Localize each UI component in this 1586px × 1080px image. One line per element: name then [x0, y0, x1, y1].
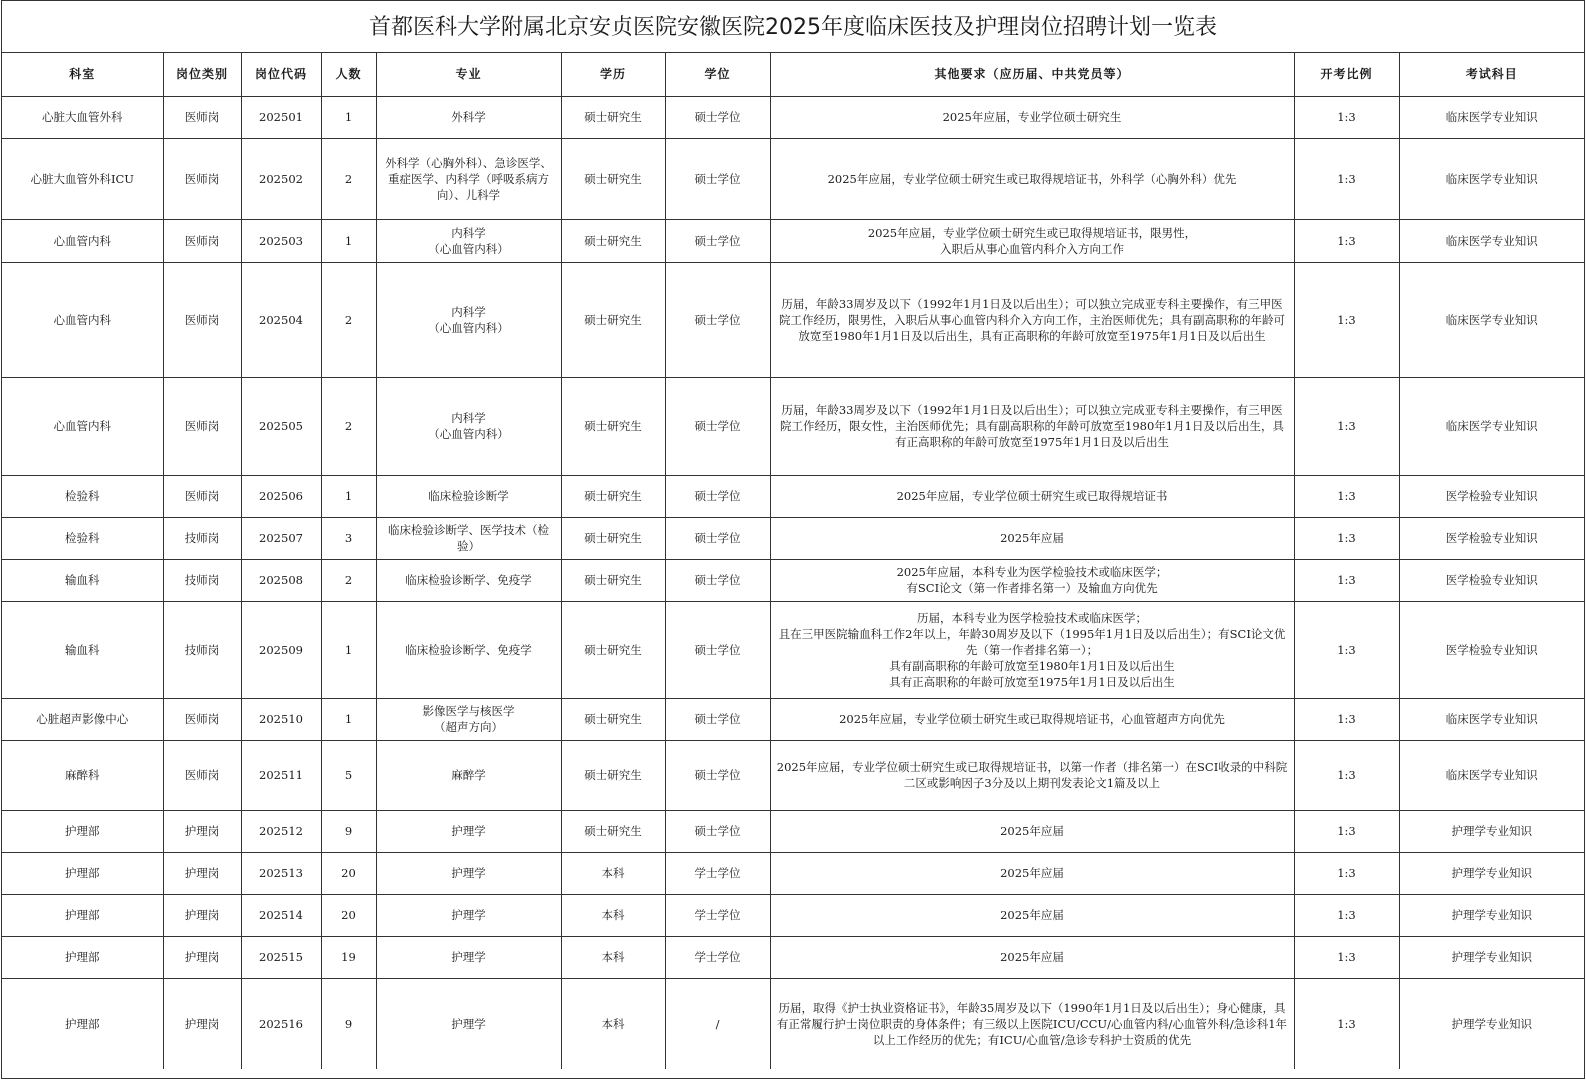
cell-requirements: 2025年应届: [770, 936, 1294, 978]
cell-requirements: 历届，本科专业为医学检验技术或临床医学； 且在三甲医院输血科工作2年以上，年龄30周岁及以下（1995年1月1日及以后出生）；有SCI论文优先（第一作者排名第一）； 具有副高职称的年龄可放宽至1980年1月1日及以后出生 具有正高职称的年龄可放宽至1975年1月1日及以后出生: [770, 601, 1294, 698]
cell-dept: 检验科: [2, 517, 163, 559]
cell-code: 202515: [241, 936, 321, 978]
header-exam: 考试科目: [1399, 53, 1584, 96]
cell-degree: 硕士学位: [665, 810, 770, 852]
cell-type: 护理岗: [163, 978, 241, 1069]
cell-degree: 硕士学位: [665, 601, 770, 698]
table-row: [2, 138, 1584, 219]
cell-ratio: 1:3: [1294, 96, 1399, 138]
cell-major: 护理学: [376, 894, 561, 936]
cell-exam: 医学检验专业知识: [1399, 517, 1584, 559]
cell-ratio: 1:3: [1294, 262, 1399, 377]
table-row: [2, 740, 1584, 810]
table-row: [2, 559, 1584, 601]
table-row: [2, 978, 1584, 1069]
cell-count: 2: [321, 377, 376, 475]
cell-dept: 护理部: [2, 894, 163, 936]
page-title: 首都医科大学附属北京安贞医院安徽医院2025年度临床医技及护理岗位招聘计划一览表: [2, 1, 1584, 53]
header-degree: 学位: [665, 53, 770, 96]
cell-type: 医师岗: [163, 138, 241, 219]
cell-count: 9: [321, 810, 376, 852]
cell-major: 外科学（心胸外科）、急诊医学、重症医学、内科学（呼吸系病方向）、儿科学: [376, 138, 561, 219]
header-major: 专业: [376, 53, 561, 96]
cell-requirements: 2025年应届，专业学位硕士研究生或已取得规培证书，以第一作者（排名第一）在SCI收录的中科院二区或影响因子3分及以上期刊发表论文1篇及以上: [770, 740, 1294, 810]
cell-ratio: 1:3: [1294, 601, 1399, 698]
cell-education: 本科: [561, 978, 665, 1069]
cell-exam: 护理学专业知识: [1399, 936, 1584, 978]
cell-count: 5: [321, 740, 376, 810]
cell-exam: 护理学专业知识: [1399, 894, 1584, 936]
cell-education: 硕士研究生: [561, 559, 665, 601]
table-row: [2, 517, 1584, 559]
cell-degree: 学士学位: [665, 852, 770, 894]
cell-dept: 输血科: [2, 559, 163, 601]
cell-education: 本科: [561, 894, 665, 936]
cell-type: 医师岗: [163, 740, 241, 810]
cell-count: 1: [321, 96, 376, 138]
cell-major: 护理学: [376, 978, 561, 1069]
cell-exam: 临床医学专业知识: [1399, 698, 1584, 740]
cell-degree: 硕士学位: [665, 740, 770, 810]
cell-dept: 检验科: [2, 475, 163, 517]
cell-major: 内科学 （心血管内科）: [376, 262, 561, 377]
cell-degree: 硕士学位: [665, 698, 770, 740]
cell-type: 护理岗: [163, 894, 241, 936]
cell-count: 1: [321, 219, 376, 262]
cell-dept: 心血管内科: [2, 219, 163, 262]
cell-code: 202511: [241, 740, 321, 810]
recruitment-table: [2, 53, 1584, 1069]
cell-count: 2: [321, 138, 376, 219]
cell-requirements: 2025年应届，专业学位硕士研究生或已取得规培证书: [770, 475, 1294, 517]
table-row: [2, 262, 1584, 377]
header-code: 岗位代码: [241, 53, 321, 96]
cell-requirements: 2025年应届，专业学位硕士研究生: [770, 96, 1294, 138]
cell-ratio: 1:3: [1294, 936, 1399, 978]
cell-major: 内科学 （心血管内科）: [376, 219, 561, 262]
table-row: [2, 601, 1584, 698]
cell-degree: 硕士学位: [665, 517, 770, 559]
cell-requirements: 2025年应届，本科专业为医学检验技术或临床医学； 有SCI论文（第一作者排名第一）及输血方向优先: [770, 559, 1294, 601]
cell-ratio: 1:3: [1294, 138, 1399, 219]
table-row: [2, 852, 1584, 894]
cell-code: 202512: [241, 810, 321, 852]
cell-type: 护理岗: [163, 852, 241, 894]
cell-requirements: 历届，年龄33周岁及以下（1992年1月1日及以后出生）；可以独立完成亚专科主要操作，有三甲医院工作经历，限男性，入职后从事心血管内科介入方向工作，主治医师优先；具有副高职称的年龄可放宽至1980年1月1日及以后出生，具有正高职称的年龄可放宽至1975年1月1日及以后出生: [770, 262, 1294, 377]
cell-dept: 心脏大血管外科: [2, 96, 163, 138]
cell-type: 医师岗: [163, 96, 241, 138]
cell-requirements: 2025年应届，专业学位硕士研究生或已取得规培证书，限男性， 入职后从事心血管内科介入方向工作: [770, 219, 1294, 262]
cell-degree: 硕士学位: [665, 559, 770, 601]
header-ratio: 开考比例: [1294, 53, 1399, 96]
cell-degree: 硕士学位: [665, 96, 770, 138]
cell-requirements: 2025年应届: [770, 894, 1294, 936]
cell-exam: 临床医学专业知识: [1399, 262, 1584, 377]
cell-ratio: 1:3: [1294, 377, 1399, 475]
cell-code: 202516: [241, 978, 321, 1069]
cell-degree: /: [665, 978, 770, 1069]
table-row: [2, 377, 1584, 475]
cell-education: 硕士研究生: [561, 601, 665, 698]
cell-ratio: 1:3: [1294, 475, 1399, 517]
cell-degree: 硕士学位: [665, 219, 770, 262]
cell-major: 内科学 （心血管内科）: [376, 377, 561, 475]
cell-code: 202509: [241, 601, 321, 698]
cell-ratio: 1:3: [1294, 894, 1399, 936]
cell-exam: 临床医学专业知识: [1399, 96, 1584, 138]
cell-dept: 输血科: [2, 601, 163, 698]
cell-count: 1: [321, 475, 376, 517]
cell-count: 9: [321, 978, 376, 1069]
cell-degree: 硕士学位: [665, 475, 770, 517]
cell-exam: 护理学专业知识: [1399, 978, 1584, 1069]
cell-ratio: 1:3: [1294, 219, 1399, 262]
cell-major: 护理学: [376, 852, 561, 894]
header-count: 人数: [321, 53, 376, 96]
cell-code: 202514: [241, 894, 321, 936]
cell-code: 202504: [241, 262, 321, 377]
cell-major: 外科学: [376, 96, 561, 138]
cell-exam: 临床医学专业知识: [1399, 377, 1584, 475]
cell-degree: 学士学位: [665, 936, 770, 978]
cell-major: 麻醉学: [376, 740, 561, 810]
cell-requirements: 2025年应届，专业学位硕士研究生或已取得规培证书，心血管超声方向优先: [770, 698, 1294, 740]
cell-dept: 心血管内科: [2, 262, 163, 377]
cell-degree: 硕士学位: [665, 138, 770, 219]
table-row: [2, 698, 1584, 740]
cell-count: 3: [321, 517, 376, 559]
cell-degree: 学士学位: [665, 894, 770, 936]
cell-ratio: 1:3: [1294, 698, 1399, 740]
cell-dept: 麻醉科: [2, 740, 163, 810]
cell-code: 202502: [241, 138, 321, 219]
cell-type: 护理岗: [163, 936, 241, 978]
cell-exam: 护理学专业知识: [1399, 810, 1584, 852]
cell-count: 2: [321, 262, 376, 377]
cell-count: 2: [321, 559, 376, 601]
cell-education: 硕士研究生: [561, 517, 665, 559]
cell-dept: 护理部: [2, 852, 163, 894]
cell-dept: 心血管内科: [2, 377, 163, 475]
cell-exam: 临床医学专业知识: [1399, 138, 1584, 219]
cell-count: 1: [321, 698, 376, 740]
cell-ratio: 1:3: [1294, 810, 1399, 852]
cell-major: 护理学: [376, 810, 561, 852]
cell-type: 医师岗: [163, 698, 241, 740]
cell-exam: 医学检验专业知识: [1399, 601, 1584, 698]
cell-ratio: 1:3: [1294, 517, 1399, 559]
recruitment-sheet: [1, 0, 1585, 1079]
cell-education: 硕士研究生: [561, 96, 665, 138]
cell-exam: 护理学专业知识: [1399, 852, 1584, 894]
cell-exam: 医学检验专业知识: [1399, 559, 1584, 601]
cell-type: 医师岗: [163, 219, 241, 262]
cell-dept: 护理部: [2, 936, 163, 978]
cell-education: 本科: [561, 936, 665, 978]
table-row: [2, 96, 1584, 138]
cell-major: 临床检验诊断学: [376, 475, 561, 517]
table-row: [2, 894, 1584, 936]
table-row: [2, 810, 1584, 852]
cell-education: 硕士研究生: [561, 138, 665, 219]
cell-code: 202507: [241, 517, 321, 559]
cell-requirements: 2025年应届: [770, 852, 1294, 894]
cell-count: 20: [321, 894, 376, 936]
cell-education: 硕士研究生: [561, 698, 665, 740]
cell-education: 硕士研究生: [561, 740, 665, 810]
cell-requirements: 历届，年龄33周岁及以下（1992年1月1日及以后出生）；可以独立完成亚专科主要操作，有三甲医院工作经历，限女性，主治医师优先；具有副高职称的年龄可放宽至1980年1月1日及以后出生，具有正高职称的年龄可放宽至1975年1月1日及以后出生: [770, 377, 1294, 475]
cell-requirements: 2025年应届: [770, 517, 1294, 559]
cell-dept: 护理部: [2, 810, 163, 852]
cell-dept: 心脏超声影像中心: [2, 698, 163, 740]
cell-code: 202501: [241, 96, 321, 138]
cell-code: 202510: [241, 698, 321, 740]
cell-type: 技师岗: [163, 601, 241, 698]
cell-education: 本科: [561, 852, 665, 894]
cell-code: 202505: [241, 377, 321, 475]
cell-degree: 硕士学位: [665, 262, 770, 377]
cell-count: 20: [321, 852, 376, 894]
cell-type: 技师岗: [163, 517, 241, 559]
cell-major: 临床检验诊断学、免疫学: [376, 559, 561, 601]
cell-degree: 硕士学位: [665, 377, 770, 475]
cell-major: 影像医学与核医学 （超声方向）: [376, 698, 561, 740]
table-row: [2, 936, 1584, 978]
header-education: 学历: [561, 53, 665, 96]
cell-major: 临床检验诊断学、医学技术（检验）: [376, 517, 561, 559]
cell-type: 医师岗: [163, 262, 241, 377]
cell-count: 19: [321, 936, 376, 978]
cell-education: 硕士研究生: [561, 262, 665, 377]
cell-ratio: 1:3: [1294, 978, 1399, 1069]
cell-requirements: 2025年应届: [770, 810, 1294, 852]
cell-dept: 心脏大血管外科ICU: [2, 138, 163, 219]
cell-count: 1: [321, 601, 376, 698]
cell-type: 护理岗: [163, 810, 241, 852]
cell-type: 医师岗: [163, 377, 241, 475]
cell-type: 医师岗: [163, 475, 241, 517]
cell-education: 硕士研究生: [561, 377, 665, 475]
cell-dept: 护理部: [2, 978, 163, 1069]
cell-requirements: 2025年应届，专业学位硕士研究生或已取得规培证书，外科学（心胸外科）优先: [770, 138, 1294, 219]
cell-requirements: 历届，取得《护士执业资格证书》，年龄35周岁及以下（1990年1月1日及以后出生）；身心健康，具有正常履行护士岗位职责的身体条件；有三级以上医院ICU/CCU/心血管内科/心血管外科/急诊科1年以上工作经历的优先；有ICU/心血管/急诊专科护士资质的优先: [770, 978, 1294, 1069]
cell-major: 护理学: [376, 936, 561, 978]
header-type: 岗位类别: [163, 53, 241, 96]
cell-ratio: 1:3: [1294, 852, 1399, 894]
cell-major: 临床检验诊断学、免疫学: [376, 601, 561, 698]
cell-code: 202506: [241, 475, 321, 517]
header-requirements: 其他要求（应历届、中共党员等）: [770, 53, 1294, 96]
table-row: [2, 475, 1584, 517]
cell-ratio: 1:3: [1294, 559, 1399, 601]
cell-exam: 医学检验专业知识: [1399, 475, 1584, 517]
cell-exam: 临床医学专业知识: [1399, 740, 1584, 810]
cell-code: 202508: [241, 559, 321, 601]
table-row: [2, 219, 1584, 262]
cell-ratio: 1:3: [1294, 740, 1399, 810]
cell-education: 硕士研究生: [561, 475, 665, 517]
table-header-row: [2, 53, 1584, 96]
cell-education: 硕士研究生: [561, 810, 665, 852]
header-dept: 科室: [2, 53, 163, 96]
cell-exam: 临床医学专业知识: [1399, 219, 1584, 262]
cell-code: 202503: [241, 219, 321, 262]
cell-education: 硕士研究生: [561, 219, 665, 262]
cell-code: 202513: [241, 852, 321, 894]
cell-type: 技师岗: [163, 559, 241, 601]
